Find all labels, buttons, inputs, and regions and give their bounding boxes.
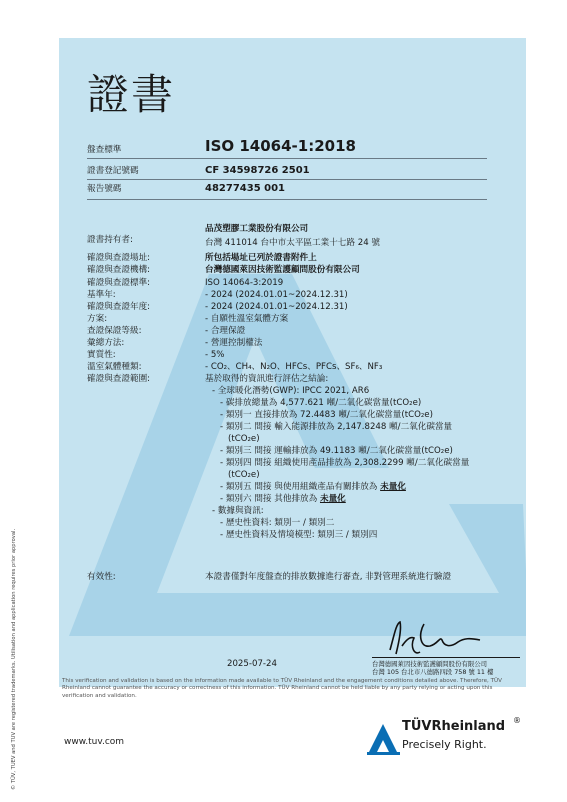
scope-intro: 基於取得的資訊進行評估之結論: <box>205 374 329 384</box>
category-4: - 類別四 間接 組織使用產品排放為 2,308.2299 噸/二氧化碳當量 <box>220 458 470 468</box>
validity-label: 有效性: <box>87 572 116 582</box>
brand-name: TÜVRheinland <box>402 719 506 734</box>
holder-address: 台灣 411014 台中市太平區工業十七路 24 號 <box>205 238 380 248</box>
total-emissions: - 碳排放總量為 4,577.621 噸/二氧化碳當量(tCO₂e) <box>220 398 422 408</box>
divider <box>87 158 487 159</box>
category-6-status: 未量化 <box>319 494 346 504</box>
category-2: - 類別二 間接 輸入能源排放為 2,147.8248 噸/二氧化碳當量 <box>220 422 453 432</box>
category-4-unit: (tCO₂e) <box>228 470 260 480</box>
site-value: 所包括場址已列於證書附件上 <box>205 253 317 263</box>
issue-date: 2025-07-24 <box>227 659 277 669</box>
data-item-1: - 歷史性資料: 類別一 / 類別二 <box>220 518 335 528</box>
category-5-status: 未量化 <box>380 482 406 492</box>
ghg-value: - CO₂、CH₄、N₂O、HFCs、PFCs、SF₆、NF₃ <box>205 362 383 372</box>
category-1: - 類別一 直接排放為 72.4483 噸/二氧化碳當量(tCO₂e) <box>220 410 433 420</box>
disclaimer: This verification and validation is based on the information made available to TÜV Rheinland and the engagement conditions detailed above. Therefore, TÜV Rheinland cannot guarantee the accuracy or correctness of this information. TÜV Rheinland cannot be held liable by any party relying or acting upon this verification and validation. <box>62 678 502 699</box>
audit-standard: ISO 14064-1:2018 <box>205 137 356 155</box>
validity-value: 本證書僅對年度盤查的排放數據進行審查, 非對管理系統進行驗證 <box>205 572 452 582</box>
ghg-label: 溫室氣體種類: <box>87 362 142 372</box>
category-3: - 類別三 間接 運輸排放為 49.1183 噸/二氧化碳當量(tCO₂e) <box>220 446 453 456</box>
page-title: 證書 <box>87 70 176 119</box>
category-6-text: - 類別六 間接 其他排放為 <box>220 494 320 504</box>
category-5 <box>220 482 406 493</box>
materiality-label: 實質性: <box>87 350 116 360</box>
registered-mark: ® <box>513 716 521 725</box>
holder-label: 證書持有者: <box>87 235 133 245</box>
assurance-label: 查證保證等級: <box>87 326 142 336</box>
divider <box>87 199 487 200</box>
scheme-value: - 自願性溫室氣體方案 <box>205 314 289 324</box>
issuer-block <box>372 657 520 676</box>
report-no-label: 報告號碼 <box>87 184 122 194</box>
trademark-note: © TÜV, TUEV and TUV are registered trademarks. Utilisation and application requires prior approval. <box>11 528 17 790</box>
issuer-name: 台灣德國萊因技術監護顧問股份有限公司 <box>372 660 488 668</box>
signature <box>380 616 490 660</box>
cert-no-label: 證書登記號碼 <box>87 166 139 176</box>
cert-no: CF 34598726 2501 <box>205 165 310 176</box>
materiality-value: - 5% <box>205 350 225 360</box>
consolidation-value: - 營運控制權法 <box>205 338 263 348</box>
site-label: 確證與查證場址: <box>87 253 151 263</box>
website-link[interactable]: www.tuv.com <box>64 737 125 747</box>
audit-standard-label: 盤查標準 <box>87 145 122 155</box>
scope-label: 確證與查證範圍: <box>87 374 151 384</box>
verif-std-value: ISO 14064-3:2019 <box>205 278 284 288</box>
data-heading: - 數據與資訊: <box>212 506 264 516</box>
issuer-address: 台灣 105 台北市八德路四段 758 號 11 樓 <box>372 668 494 676</box>
verif-year-value: - 2024 (2024.01.01~2024.12.31) <box>205 302 348 312</box>
base-year-label: 基準年: <box>87 290 116 300</box>
category-6 <box>220 494 346 505</box>
body-value: 台灣德國萊因技術監護顧問股份有限公司 <box>205 265 360 275</box>
consolidation-label: 彙總方法: <box>87 338 125 348</box>
divider <box>87 179 487 180</box>
scheme-label: 方案: <box>87 314 108 324</box>
verif-year-label: 確證與查證年度: <box>87 302 151 312</box>
category-5-text: - 類別五 間接 與使用組織產品有關排放為 <box>220 482 381 492</box>
body-label: 確證與查證機構: <box>87 265 151 275</box>
report-no: 48277435 001 <box>205 183 286 194</box>
holder-name: 品茂塑膠工業股份有限公司 <box>205 224 309 234</box>
data-item-2: - 歷史性資料及情境模型: 類別三 / 類別四 <box>220 530 378 540</box>
verif-std-label: 確證與查證標準: <box>87 278 151 288</box>
assurance-value: - 合理保證 <box>205 326 246 336</box>
gwp-line: - 全球暖化潛勢(GWP): IPCC 2021, AR6 <box>212 386 370 396</box>
slogan: Precisely Right. <box>402 738 487 751</box>
category-2-unit: (tCO₂e) <box>228 434 260 444</box>
base-year-value: - 2024 (2024.01.01~2024.12.31) <box>205 290 348 300</box>
